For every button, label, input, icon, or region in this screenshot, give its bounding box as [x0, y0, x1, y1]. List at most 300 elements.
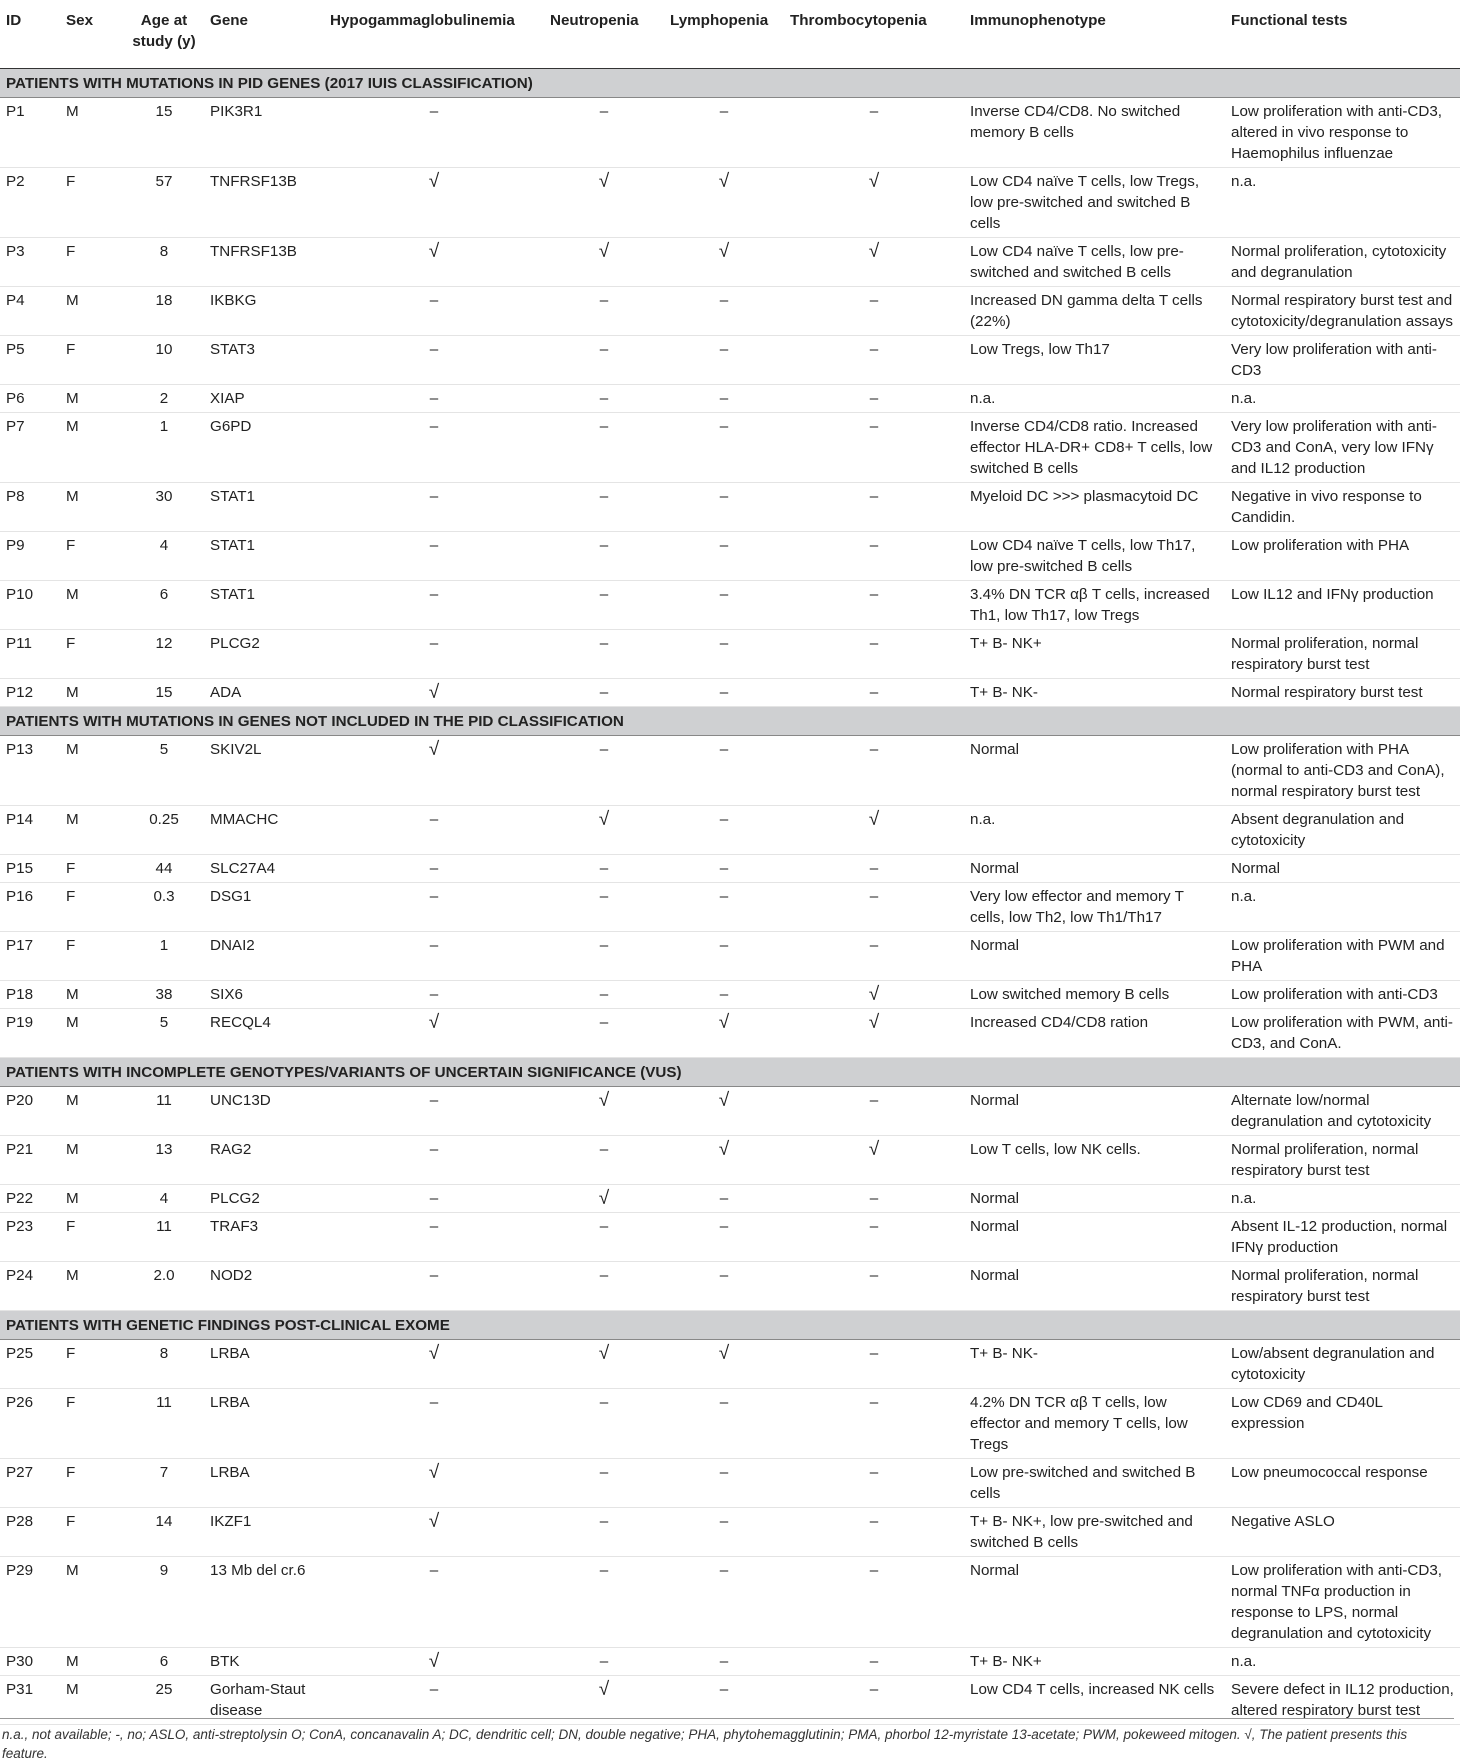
cell-immunophenotype: Very low effector and memory T cells, low Th2, low Th1/Th17: [964, 883, 1225, 932]
header-thrombocytopenia: Thrombocytopenia: [784, 0, 964, 69]
cell-functional-tests: Absent degranulation and cytotoxicity: [1225, 806, 1460, 855]
cell-functional-tests: Low proliferation with anti-CD3: [1225, 981, 1460, 1009]
cell-thrombocytopenia: –: [784, 287, 964, 336]
cell-functional-tests: Low proliferation with PWM, anti-CD3, and ConA.: [1225, 1009, 1460, 1058]
cell-thrombocytopenia: –: [784, 1459, 964, 1508]
cell-id: P14: [0, 806, 60, 855]
cell-functional-tests: Low proliferation with anti-CD3, altered in vivo response to Haemophilus influenzae: [1225, 98, 1460, 168]
cell-functional-tests: Alternate low/normal degranulation and cytotoxicity: [1225, 1087, 1460, 1136]
cell-neutropenia: –: [544, 883, 664, 932]
table-row: [0, 483, 1460, 532]
cell-thrombocytopenia: –: [784, 855, 964, 883]
cell-gene: SKIV2L: [204, 736, 324, 806]
cell-thrombocytopenia: –: [784, 336, 964, 385]
cell-gene: XIAP: [204, 385, 324, 413]
cell-id: P11: [0, 630, 60, 679]
cell-sex: F: [60, 532, 124, 581]
cell-hypogammaglobulinemia: –: [324, 1262, 544, 1311]
cell-lymphopenia: –: [664, 736, 784, 806]
cell-lymphopenia: √: [664, 1136, 784, 1185]
cell-lymphopenia: –: [664, 413, 784, 483]
cell-immunophenotype: Normal: [964, 1087, 1225, 1136]
cell-age: 0.3: [124, 883, 204, 932]
cell-immunophenotype: Normal: [964, 1185, 1225, 1213]
section-header-row: [0, 1311, 1460, 1340]
cell-sex: F: [60, 1389, 124, 1459]
cell-lymphopenia: –: [664, 385, 784, 413]
cell-gene: G6PD: [204, 413, 324, 483]
cell-hypogammaglobulinemia: –: [324, 532, 544, 581]
section-title: PATIENTS WITH INCOMPLETE GENOTYPES/VARIANTS OF UNCERTAIN SIGNIFICANCE (VUS): [0, 1058, 1460, 1087]
table-row: [0, 1136, 1460, 1185]
cell-age: 2.0: [124, 1262, 204, 1311]
cell-immunophenotype: Normal: [964, 932, 1225, 981]
cell-immunophenotype: n.a.: [964, 806, 1225, 855]
section-header-row: [0, 707, 1460, 736]
cell-lymphopenia: √: [664, 1340, 784, 1389]
cell-thrombocytopenia: –: [784, 932, 964, 981]
cell-lymphopenia: √: [664, 1009, 784, 1058]
cell-immunophenotype: Low Tregs, low Th17: [964, 336, 1225, 385]
cell-neutropenia: –: [544, 336, 664, 385]
table-row: [0, 932, 1460, 981]
cell-thrombocytopenia: –: [784, 630, 964, 679]
cell-functional-tests: Negative ASLO: [1225, 1508, 1460, 1557]
cell-age: 2: [124, 385, 204, 413]
cell-hypogammaglobulinemia: –: [324, 855, 544, 883]
table-row: [0, 385, 1460, 413]
cell-id: P9: [0, 532, 60, 581]
cell-gene: UNC13D: [204, 1087, 324, 1136]
cell-lymphopenia: –: [664, 98, 784, 168]
cell-gene: PIK3R1: [204, 98, 324, 168]
cell-gene: DSG1: [204, 883, 324, 932]
cell-age: 0.25: [124, 806, 204, 855]
cell-functional-tests: n.a.: [1225, 385, 1460, 413]
cell-id: P6: [0, 385, 60, 413]
table-row: [0, 287, 1460, 336]
cell-id: P30: [0, 1648, 60, 1676]
cell-functional-tests: Severe defect in IL12 production, altered respiratory burst test: [1225, 1676, 1460, 1725]
table-row: [0, 806, 1460, 855]
cell-hypogammaglobulinemia: –: [324, 630, 544, 679]
cell-thrombocytopenia: –: [784, 1340, 964, 1389]
cell-gene: ADA: [204, 679, 324, 707]
cell-immunophenotype: Low pre-switched and switched B cells: [964, 1459, 1225, 1508]
table-row: [0, 581, 1460, 630]
cell-age: 8: [124, 238, 204, 287]
cell-immunophenotype: Low switched memory B cells: [964, 981, 1225, 1009]
cell-hypogammaglobulinemia: –: [324, 932, 544, 981]
section-title: PATIENTS WITH MUTATIONS IN GENES NOT INCLUDED IN THE PID CLASSIFICATION: [0, 707, 1460, 736]
cell-functional-tests: Low/absent degranulation and cytotoxicity: [1225, 1340, 1460, 1389]
cell-age: 5: [124, 1009, 204, 1058]
cell-gene: TNFRSF13B: [204, 168, 324, 238]
cell-immunophenotype: Inverse CD4/CD8. No switched memory B cells: [964, 98, 1225, 168]
cell-age: 6: [124, 1648, 204, 1676]
table-row: [0, 883, 1460, 932]
cell-hypogammaglobulinemia: –: [324, 1087, 544, 1136]
cell-lymphopenia: –: [664, 581, 784, 630]
cell-thrombocytopenia: √: [784, 1009, 964, 1058]
cell-sex: F: [60, 932, 124, 981]
cell-hypogammaglobulinemia: –: [324, 1557, 544, 1648]
cell-functional-tests: n.a.: [1225, 1648, 1460, 1676]
cell-lymphopenia: –: [664, 1676, 784, 1725]
cell-age: 13: [124, 1136, 204, 1185]
cell-functional-tests: Low pneumococcal response: [1225, 1459, 1460, 1508]
cell-hypogammaglobulinemia: –: [324, 1136, 544, 1185]
header-hypogammaglobulinemia: Hypogammaglobulinemia: [324, 0, 544, 69]
cell-lymphopenia: –: [664, 1557, 784, 1648]
cell-neutropenia: √: [544, 1087, 664, 1136]
cell-thrombocytopenia: √: [784, 981, 964, 1009]
cell-lymphopenia: –: [664, 1508, 784, 1557]
table-row: [0, 1459, 1460, 1508]
cell-immunophenotype: Normal: [964, 1262, 1225, 1311]
cell-id: P15: [0, 855, 60, 883]
cell-gene: PLCG2: [204, 1185, 324, 1213]
cell-age: 8: [124, 1340, 204, 1389]
cell-neutropenia: –: [544, 932, 664, 981]
cell-immunophenotype: Normal: [964, 736, 1225, 806]
cell-id: P12: [0, 679, 60, 707]
cell-hypogammaglobulinemia: –: [324, 336, 544, 385]
cell-thrombocytopenia: –: [784, 98, 964, 168]
cell-neutropenia: –: [544, 1262, 664, 1311]
cell-age: 4: [124, 532, 204, 581]
cell-gene: LRBA: [204, 1340, 324, 1389]
cell-hypogammaglobulinemia: –: [324, 1185, 544, 1213]
table-row: [0, 855, 1460, 883]
header-immunophenotype: Immunophenotype: [964, 0, 1225, 69]
cell-hypogammaglobulinemia: √: [324, 1340, 544, 1389]
cell-id: P31: [0, 1676, 60, 1725]
cell-immunophenotype: T+ B- NK-: [964, 1340, 1225, 1389]
cell-immunophenotype: Low CD4 T cells, increased NK cells: [964, 1676, 1225, 1725]
cell-lymphopenia: –: [664, 981, 784, 1009]
table-row: [0, 1213, 1460, 1262]
cell-thrombocytopenia: –: [784, 1262, 964, 1311]
cell-sex: M: [60, 1009, 124, 1058]
cell-gene: TNFRSF13B: [204, 238, 324, 287]
cell-hypogammaglobulinemia: √: [324, 1009, 544, 1058]
cell-id: P1: [0, 98, 60, 168]
cell-functional-tests: n.a.: [1225, 883, 1460, 932]
table-row: [0, 736, 1460, 806]
cell-sex: M: [60, 1676, 124, 1725]
cell-id: P17: [0, 932, 60, 981]
cell-thrombocytopenia: –: [784, 1185, 964, 1213]
cell-gene: LRBA: [204, 1389, 324, 1459]
cell-immunophenotype: Normal: [964, 855, 1225, 883]
cell-id: P19: [0, 1009, 60, 1058]
section-header-row: [0, 69, 1460, 98]
cell-age: 57: [124, 168, 204, 238]
cell-sex: M: [60, 736, 124, 806]
table-row: [0, 168, 1460, 238]
cell-age: 38: [124, 981, 204, 1009]
cell-functional-tests: Absent IL-12 production, normal IFNγ production: [1225, 1213, 1460, 1262]
cell-immunophenotype: T+ B- NK+, low pre-switched and switched B cells: [964, 1508, 1225, 1557]
cell-immunophenotype: Low CD4 naïve T cells, low Tregs, low pre-switched and switched B cells: [964, 168, 1225, 238]
table-row: [0, 1262, 1460, 1311]
cell-gene: SIX6: [204, 981, 324, 1009]
cell-immunophenotype: Increased DN gamma delta T cells (22%): [964, 287, 1225, 336]
cell-id: P5: [0, 336, 60, 385]
cell-thrombocytopenia: –: [784, 1557, 964, 1648]
table-row: [0, 238, 1460, 287]
cell-hypogammaglobulinemia: √: [324, 1459, 544, 1508]
cell-functional-tests: Low CD69 and CD40L expression: [1225, 1389, 1460, 1459]
header-gene: Gene: [204, 0, 324, 69]
cell-sex: M: [60, 413, 124, 483]
cell-hypogammaglobulinemia: –: [324, 581, 544, 630]
cell-functional-tests: Normal proliferation, normal respiratory burst test: [1225, 1136, 1460, 1185]
cell-lymphopenia: –: [664, 679, 784, 707]
cell-hypogammaglobulinemia: –: [324, 883, 544, 932]
cell-lymphopenia: √: [664, 238, 784, 287]
cell-age: 7: [124, 1459, 204, 1508]
cell-sex: M: [60, 1087, 124, 1136]
cell-hypogammaglobulinemia: –: [324, 1676, 544, 1725]
cell-gene: DNAI2: [204, 932, 324, 981]
cell-hypogammaglobulinemia: –: [324, 385, 544, 413]
cell-id: P7: [0, 413, 60, 483]
cell-gene: STAT1: [204, 483, 324, 532]
header-row: [0, 0, 1460, 69]
cell-thrombocytopenia: –: [784, 883, 964, 932]
cell-sex: M: [60, 1648, 124, 1676]
cell-neutropenia: –: [544, 1459, 664, 1508]
cell-thrombocytopenia: –: [784, 1508, 964, 1557]
table-row: [0, 1648, 1460, 1676]
cell-hypogammaglobulinemia: √: [324, 1648, 544, 1676]
cell-neutropenia: –: [544, 679, 664, 707]
cell-gene: MMACHC: [204, 806, 324, 855]
cell-hypogammaglobulinemia: –: [324, 981, 544, 1009]
cell-functional-tests: Low proliferation with PHA (normal to anti-CD3 and ConA), normal respiratory burst test: [1225, 736, 1460, 806]
cell-sex: M: [60, 483, 124, 532]
cell-age: 44: [124, 855, 204, 883]
cell-sex: F: [60, 1459, 124, 1508]
cell-sex: M: [60, 287, 124, 336]
cell-immunophenotype: n.a.: [964, 385, 1225, 413]
table-row: [0, 532, 1460, 581]
cell-sex: F: [60, 883, 124, 932]
cell-immunophenotype: Myeloid DC >>> plasmacytoid DC: [964, 483, 1225, 532]
cell-age: 18: [124, 287, 204, 336]
cell-age: 11: [124, 1389, 204, 1459]
cell-sex: F: [60, 1508, 124, 1557]
cell-neutropenia: –: [544, 413, 664, 483]
table-row: [0, 981, 1460, 1009]
cell-gene: RAG2: [204, 1136, 324, 1185]
cell-gene: RECQL4: [204, 1009, 324, 1058]
cell-id: P29: [0, 1557, 60, 1648]
cell-thrombocytopenia: –: [784, 483, 964, 532]
cell-sex: F: [60, 855, 124, 883]
cell-age: 5: [124, 736, 204, 806]
cell-neutropenia: –: [544, 981, 664, 1009]
cell-neutropenia: –: [544, 581, 664, 630]
cell-lymphopenia: –: [664, 1389, 784, 1459]
cell-thrombocytopenia: √: [784, 806, 964, 855]
cell-sex: M: [60, 385, 124, 413]
table-row: [0, 1009, 1460, 1058]
table-footnote: n.a., not available; -, no; ASLO, anti-streptolysin O; ConA, concanavalin A; DC, dendritic cell; DN, double negative; PHA, phytohemagglutinin; PMA, phorbol 12-myristate 13-acetate; PWM, pokeweed mitogen. √, The patient presents this feature.: [0, 1718, 1454, 1763]
cell-sex: M: [60, 1557, 124, 1648]
cell-lymphopenia: –: [664, 1262, 784, 1311]
table-row: [0, 630, 1460, 679]
cell-lymphopenia: –: [664, 483, 784, 532]
cell-id: P25: [0, 1340, 60, 1389]
cell-age: 1: [124, 932, 204, 981]
cell-hypogammaglobulinemia: √: [324, 736, 544, 806]
table-row: [0, 336, 1460, 385]
cell-neutropenia: √: [544, 238, 664, 287]
cell-thrombocytopenia: –: [784, 532, 964, 581]
cell-hypogammaglobulinemia: √: [324, 168, 544, 238]
cell-immunophenotype: Low CD4 naïve T cells, low pre-switched and switched B cells: [964, 238, 1225, 287]
cell-age: 11: [124, 1213, 204, 1262]
cell-immunophenotype: Low CD4 naïve T cells, low Th17, low pre-switched B cells: [964, 532, 1225, 581]
cell-immunophenotype: Normal: [964, 1557, 1225, 1648]
cell-gene: SLC27A4: [204, 855, 324, 883]
cell-hypogammaglobulinemia: –: [324, 1389, 544, 1459]
cell-immunophenotype: Normal: [964, 1213, 1225, 1262]
table-row: [0, 1557, 1460, 1648]
cell-age: 4: [124, 1185, 204, 1213]
cell-age: 14: [124, 1508, 204, 1557]
header-functional-tests: Functional tests: [1225, 0, 1460, 69]
cell-lymphopenia: –: [664, 1648, 784, 1676]
header-age: Age at study (y): [124, 0, 204, 69]
cell-functional-tests: Low proliferation with PHA: [1225, 532, 1460, 581]
cell-hypogammaglobulinemia: √: [324, 679, 544, 707]
cell-lymphopenia: –: [664, 932, 784, 981]
cell-id: P13: [0, 736, 60, 806]
cell-age: 10: [124, 336, 204, 385]
cell-gene: STAT1: [204, 532, 324, 581]
cell-id: P8: [0, 483, 60, 532]
cell-id: P24: [0, 1262, 60, 1311]
cell-lymphopenia: –: [664, 630, 784, 679]
cell-sex: M: [60, 581, 124, 630]
cell-hypogammaglobulinemia: –: [324, 413, 544, 483]
cell-neutropenia: –: [544, 855, 664, 883]
cell-sex: M: [60, 1262, 124, 1311]
cell-id: P18: [0, 981, 60, 1009]
cell-thrombocytopenia: –: [784, 679, 964, 707]
cell-functional-tests: n.a.: [1225, 168, 1460, 238]
cell-age: 15: [124, 679, 204, 707]
cell-neutropenia: √: [544, 1676, 664, 1725]
cell-functional-tests: Normal: [1225, 855, 1460, 883]
cell-gene: STAT3: [204, 336, 324, 385]
cell-gene: BTK: [204, 1648, 324, 1676]
cell-lymphopenia: –: [664, 806, 784, 855]
cell-neutropenia: –: [544, 483, 664, 532]
cell-thrombocytopenia: –: [784, 1676, 964, 1725]
cell-lymphopenia: –: [664, 1213, 784, 1262]
cell-sex: F: [60, 238, 124, 287]
header-lymphopenia: Lymphopenia: [664, 0, 784, 69]
table-row: [0, 679, 1460, 707]
cell-id: P20: [0, 1087, 60, 1136]
cell-neutropenia: –: [544, 98, 664, 168]
cell-age: 1: [124, 413, 204, 483]
cell-neutropenia: √: [544, 1185, 664, 1213]
cell-immunophenotype: T+ B- NK+: [964, 1648, 1225, 1676]
cell-neutropenia: –: [544, 287, 664, 336]
cell-functional-tests: Normal proliferation, cytotoxicity and degranulation: [1225, 238, 1460, 287]
cell-gene: 13 Mb del cr.6: [204, 1557, 324, 1648]
cell-age: 25: [124, 1676, 204, 1725]
cell-hypogammaglobulinemia: –: [324, 287, 544, 336]
cell-hypogammaglobulinemia: –: [324, 98, 544, 168]
cell-neutropenia: √: [544, 1340, 664, 1389]
cell-neutropenia: –: [544, 1213, 664, 1262]
cell-functional-tests: Low IL12 and IFNγ production: [1225, 581, 1460, 630]
cell-functional-tests: Low proliferation with PWM and PHA: [1225, 932, 1460, 981]
cell-sex: M: [60, 679, 124, 707]
cell-id: P26: [0, 1389, 60, 1459]
table-row: [0, 413, 1460, 483]
cell-id: P16: [0, 883, 60, 932]
cell-sex: M: [60, 981, 124, 1009]
cell-thrombocytopenia: –: [784, 581, 964, 630]
cell-sex: F: [60, 630, 124, 679]
cell-neutropenia: √: [544, 806, 664, 855]
cell-thrombocytopenia: –: [784, 1087, 964, 1136]
cell-thrombocytopenia: –: [784, 736, 964, 806]
table-row: [0, 1185, 1460, 1213]
cell-lymphopenia: –: [664, 1459, 784, 1508]
cell-age: 12: [124, 630, 204, 679]
cell-id: P23: [0, 1213, 60, 1262]
table-header: [0, 0, 1460, 69]
cell-lymphopenia: –: [664, 883, 784, 932]
header-neutropenia: Neutropenia: [544, 0, 664, 69]
cell-immunophenotype: Increased CD4/CD8 ration: [964, 1009, 1225, 1058]
cell-hypogammaglobulinemia: –: [324, 1213, 544, 1262]
cell-gene: Gorham-Staut disease: [204, 1676, 324, 1725]
cell-neutropenia: –: [544, 1648, 664, 1676]
cell-hypogammaglobulinemia: √: [324, 238, 544, 287]
cell-lymphopenia: –: [664, 1185, 784, 1213]
cell-gene: IKZF1: [204, 1508, 324, 1557]
cell-gene: LRBA: [204, 1459, 324, 1508]
cell-id: P28: [0, 1508, 60, 1557]
cell-lymphopenia: –: [664, 336, 784, 385]
cell-hypogammaglobulinemia: –: [324, 806, 544, 855]
cell-hypogammaglobulinemia: √: [324, 1508, 544, 1557]
cell-age: 30: [124, 483, 204, 532]
cell-gene: STAT1: [204, 581, 324, 630]
cell-sex: M: [60, 1185, 124, 1213]
cell-thrombocytopenia: √: [784, 1136, 964, 1185]
cell-id: P4: [0, 287, 60, 336]
cell-neutropenia: –: [544, 1136, 664, 1185]
cell-id: P2: [0, 168, 60, 238]
table-body: [0, 69, 1460, 1725]
cell-neutropenia: –: [544, 736, 664, 806]
cell-sex: F: [60, 1340, 124, 1389]
cell-sex: M: [60, 1136, 124, 1185]
cell-functional-tests: n.a.: [1225, 1185, 1460, 1213]
cell-sex: M: [60, 806, 124, 855]
